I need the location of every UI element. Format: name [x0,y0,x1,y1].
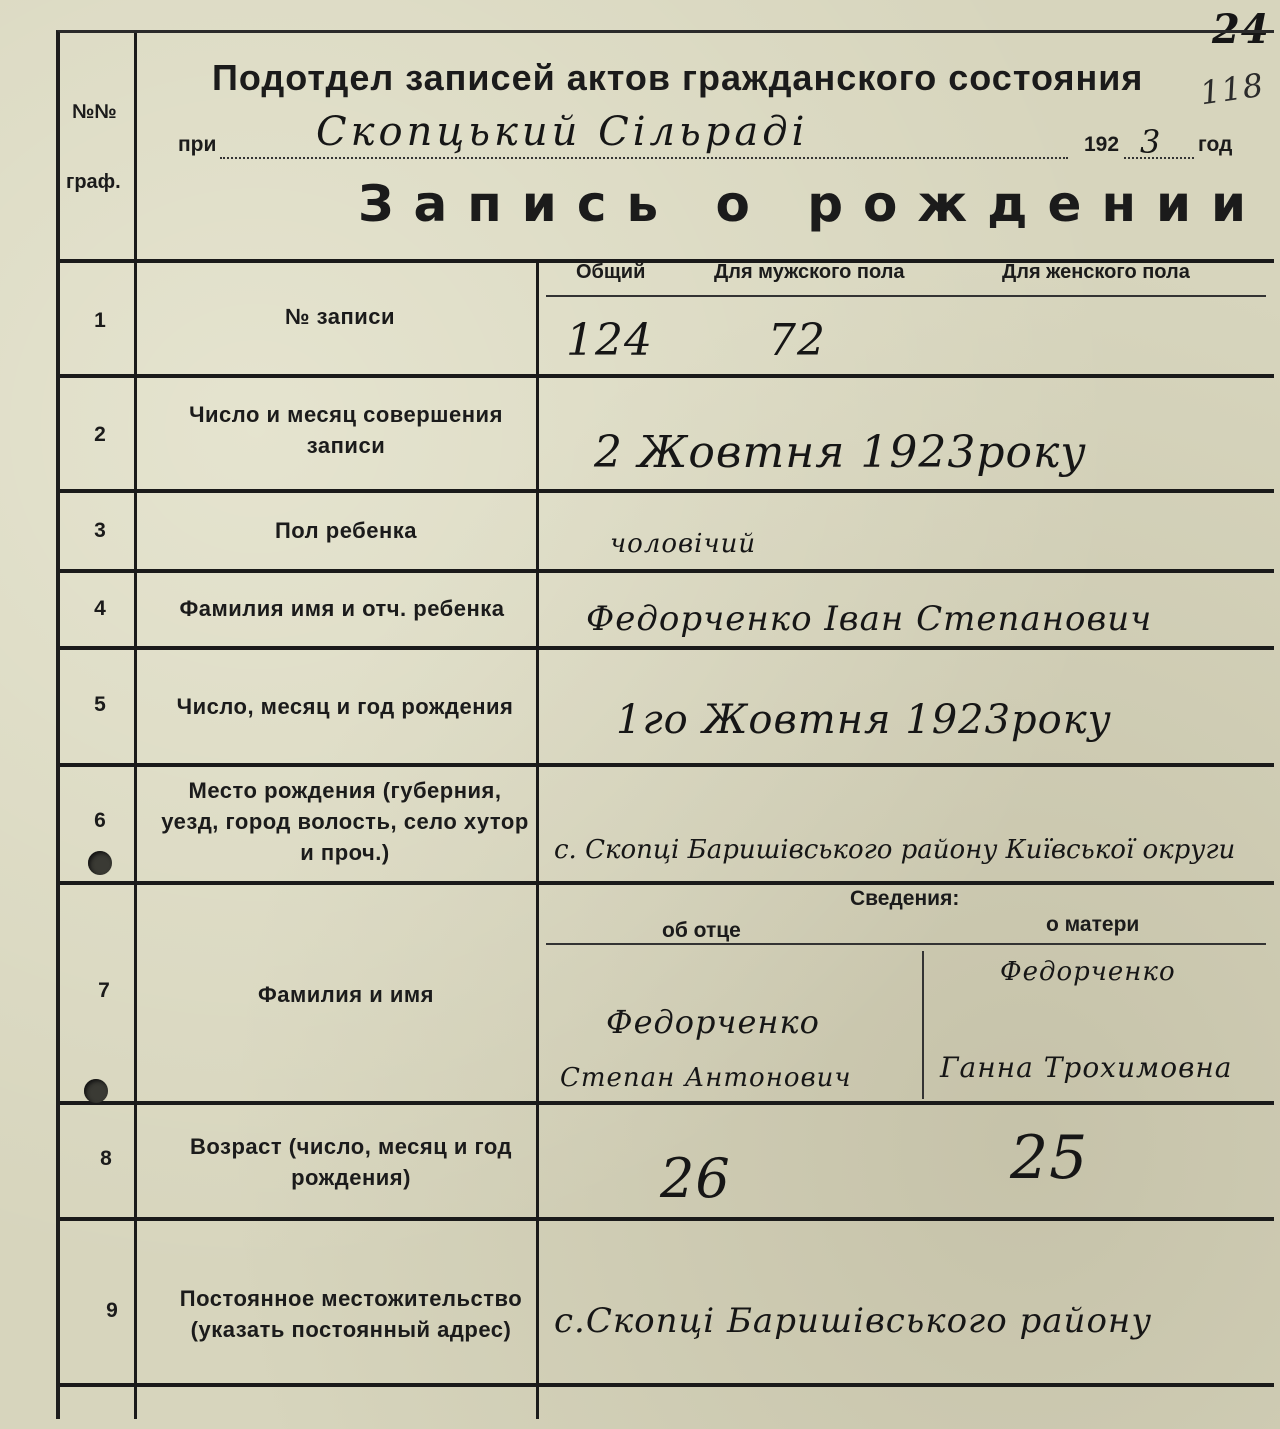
document-title: Запись о рождении [358,175,1267,233]
department-title: Подотдел записей актов гражданского состояния [212,57,1144,98]
row-number: 1 [94,309,106,332]
row-number: 3 [94,519,106,542]
svedenia-mother-label: о матери [1046,913,1140,936]
child-sex-value: чоловічий [610,529,757,559]
col-number-label: №№ [72,101,117,123]
row-number: 5 [94,693,106,716]
row-label: Постоянное местожительство (указать постоянный адрес) [179,1286,523,1342]
mother-age: 25 [1010,1123,1089,1193]
row-label: Число, месяц и год рождения [176,694,514,719]
row-label: Возраст (число, месяц и год рождения) [189,1134,513,1190]
row-number: 2 [94,423,106,446]
count-male-label: Для мужского пола [714,261,905,283]
father-surname: Федорченко [606,1003,820,1041]
row-label: Число и месяц совершения записи [189,402,503,458]
mother-name: Ганна Трохимовна [940,1051,1233,1084]
row-number: 6 [94,809,106,832]
row-number: 4 [94,597,106,620]
count-female-label: Для женского пола [1002,261,1190,283]
corner-record-number: 118 [1197,65,1267,113]
row-label: № записи [284,304,396,329]
row-label: Пол ребенка [274,518,418,543]
row-number: 8 [100,1147,112,1170]
punch-hole [88,851,112,875]
birth-date-value: 1го Жовтня 1923року [616,697,1112,743]
row-number: 7 [98,979,110,1002]
mother-surname: Федорченко [1000,957,1176,987]
svedenia-father-label: об отце [662,919,741,942]
corner-page-number: 24 [1212,6,1270,53]
row-label: Фамилия имя и отч. ребенка [179,596,505,621]
father-age: 26 [660,1147,731,1210]
record-date-value: 2 Жовтня 1923року [594,427,1087,478]
birth-record-form [56,30,1274,1419]
row-label: Фамилия и имя [257,982,435,1007]
count-general-label: Общий [576,261,646,283]
father-name: Степан Антонович [560,1063,852,1093]
residence-value: с.Скопці Баришівського району [554,1301,1153,1341]
child-name-value: Федорченко Іван Степанович [586,599,1153,639]
col-graph-label: граф. [66,171,121,193]
year-prefix: 192 [1084,133,1120,156]
record-number-male: 72 [768,315,826,366]
pri-label: при [178,133,217,156]
year-digit: 3 [1140,123,1162,161]
pri-line [220,157,1068,159]
birth-place-value: с. Скопці Баришівського району Київської округи [554,835,1236,865]
row-number: 9 [106,1299,118,1322]
record-number-general: 124 [566,315,653,366]
row-label: Место рождения (губерния, уезд, город волость, село хутор и проч.) [161,778,529,865]
pri-value: Скопцький Сільраді [316,109,809,155]
punch-hole [84,1079,108,1103]
svedenia-title: Сведения: [850,887,960,910]
year-suffix: год [1198,133,1233,156]
